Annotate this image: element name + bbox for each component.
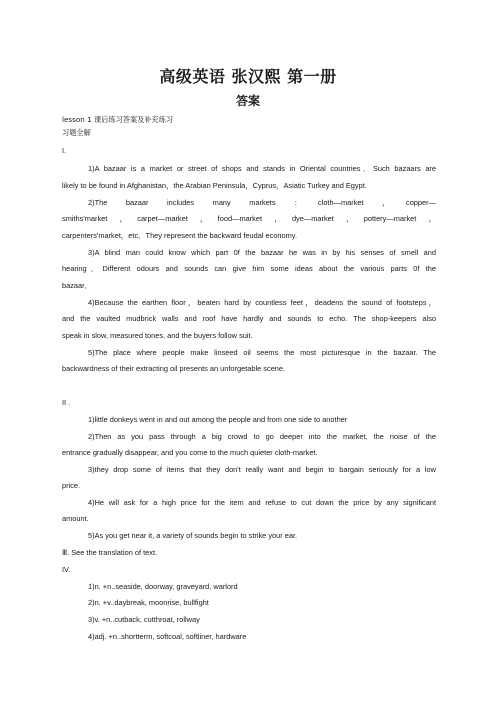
section-label-iv: IV. [62, 565, 71, 574]
answer-line: 4)adj. +n..shortterm, softcoal, softliner, hardware [88, 632, 247, 641]
answer-line: 2)Then as you pass through a big crowd to go deeper into the market, the noise of the [88, 432, 436, 441]
answer-line: hearing．Different odours and sounds can give him some ideas about the various parts 0f the [62, 264, 436, 273]
answer-line: price. [62, 481, 81, 490]
section-label-i: I. [62, 146, 67, 155]
answer-line: bazaar． [62, 281, 92, 290]
answer-line: 3)v. +n..cutback, cutthroat, rollway [88, 615, 200, 624]
answer-line: likely to be found in Afghanistan，the Arabian Peninsula，Cyprus，Asiatic Turkey and Egypt. [62, 181, 367, 190]
answer-line: 3)A blind man could know which part 0f the bazaar he was in by his senses of smell and [88, 248, 436, 257]
lesson-header: lesson 1 课后练习答案及补充练习 [62, 115, 174, 124]
answer-line: 5)As you get near it, a variety of sounds begin to strike your ear. [88, 531, 298, 540]
answer-line: 4)He will ask for a high price for the item and refuse to cut down the price by any significant [88, 498, 436, 507]
answer-line: carpenters'market，etc．They represent the backward feudal economy. [62, 231, 298, 240]
answer-line: and the vaulted mudbrick walls and roof have hardly and sounds to echo. The shop-keepers also [62, 314, 436, 323]
answer-line: speak in slow, measured tones, and the buyers follow suit. [62, 331, 253, 340]
section-label-iii: Ⅲ. See the translation of text. [62, 548, 158, 557]
answer-line: 3)they drop some of items that they don't really want and begin to bargain seriously for a low [88, 465, 436, 474]
document-title: 高级英语 张汉熙 第一册 [159, 67, 337, 86]
document-subtitle: 答案 [235, 94, 260, 108]
answer-line: 2)The bazaar includes many markets ：cloth—market ，copper— [88, 198, 436, 207]
answer-line: 1)n. +n..seaside, doorway, graveyard, warlord [88, 582, 238, 591]
section-label-ii: II . [62, 398, 71, 407]
answer-line: entrance gradually disappear, and you come to the much quieter cloth-market. [62, 448, 318, 457]
answer-line: 5)The place where people make linseed oil seems the most picturesque in the bazaar. The [88, 348, 436, 357]
answer-line: backwardness of their extracting oil presents an unforgetable scene. [62, 364, 286, 373]
answer-line: 2)n. +v..daybreak, moonrise, bullfight [88, 598, 209, 607]
section-header: 习题全解 [62, 128, 91, 137]
answer-line: 1)A bazaar is a market or street of shops and stands in Oriental countries．Such bazaars are [88, 164, 436, 173]
answer-line: 1)little donkeys went in and out among the people and from one side to another [88, 415, 348, 424]
answer-line: smiths'market ，carpet—market ，food—market ，dye—market ，pottery—market ， [62, 214, 436, 223]
answer-line: amount. [62, 514, 89, 523]
answer-line: 4)Because the earthen floor，beaten hard by countless feet，deadens the sound of footsteps， [88, 298, 436, 307]
